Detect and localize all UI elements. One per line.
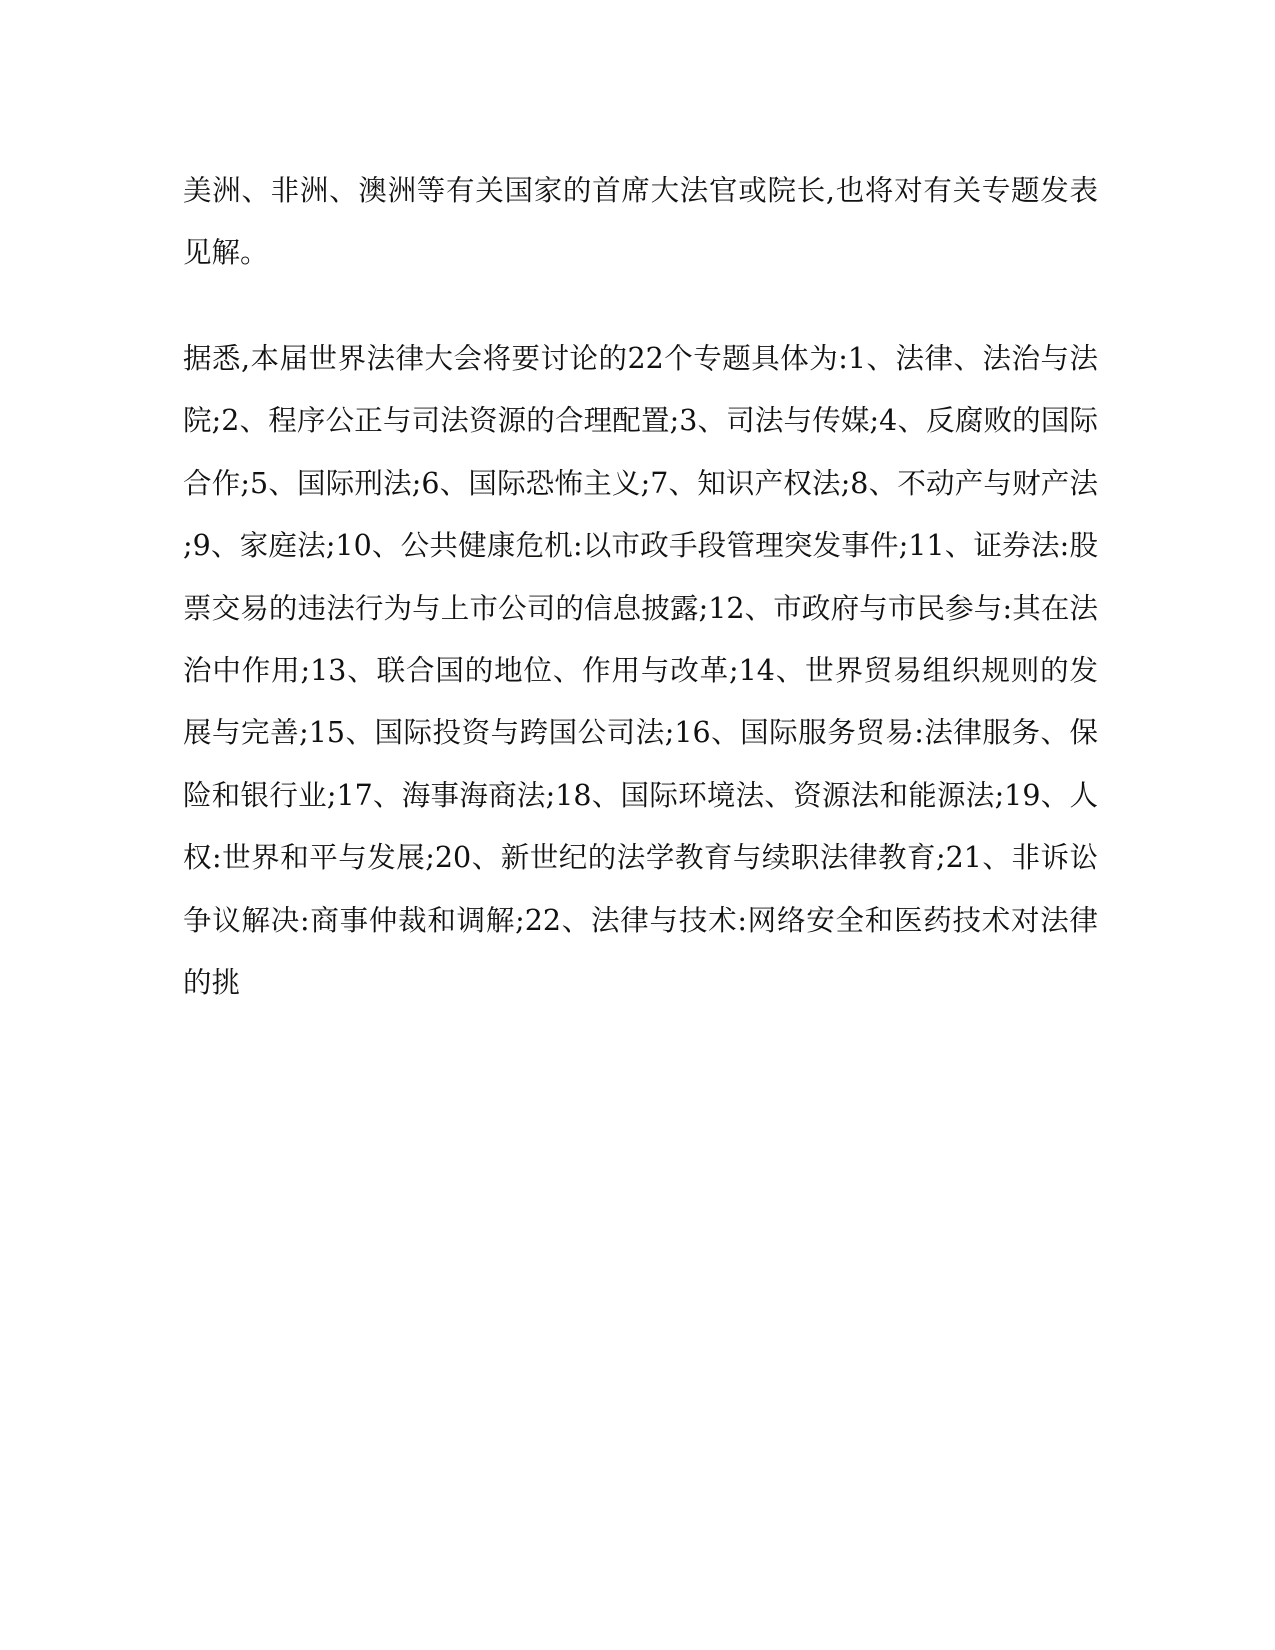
paragraph-judges-remarks: 美洲、非洲、澳洲等有关国家的首席大法官或院长,也将对有关专题发表见解。 — [183, 174, 1098, 270]
paragraph-topics-list: 据悉,本届世界法律大会将要讨论的22个专题具体为:1、法律、法治与法院;2、程序公正与司法资源的合理配置;3、司法与传媒;4、反腐败的国际合作;5、国际刑法;6、国际恐怖主义;7、知识产权法;8、不动产与财产法;9、家庭法;10、公共健康危机:以市政手段管理突发事件;11、证券法:股票交易的违法行为与上市公司的信息披露;12、市政府与市民参与:其在法治中作用;13、联合国的地位、作用与改革;14、世界贸易组织规则的发展与完善;15、国际投资与跨国公司法;16、国际服务贸易:法律服务、保险和银行业;17、海事海商法;18、国际环境法、资源法和能源法;19、人权:世界和平与发展;20、新世纪的法学教育与续职法律教育;21、非诉讼争议解决:商事仲裁和调解;22、法律与技术:网络安全和医药技术对法律的挑 — [183, 342, 1098, 1000]
